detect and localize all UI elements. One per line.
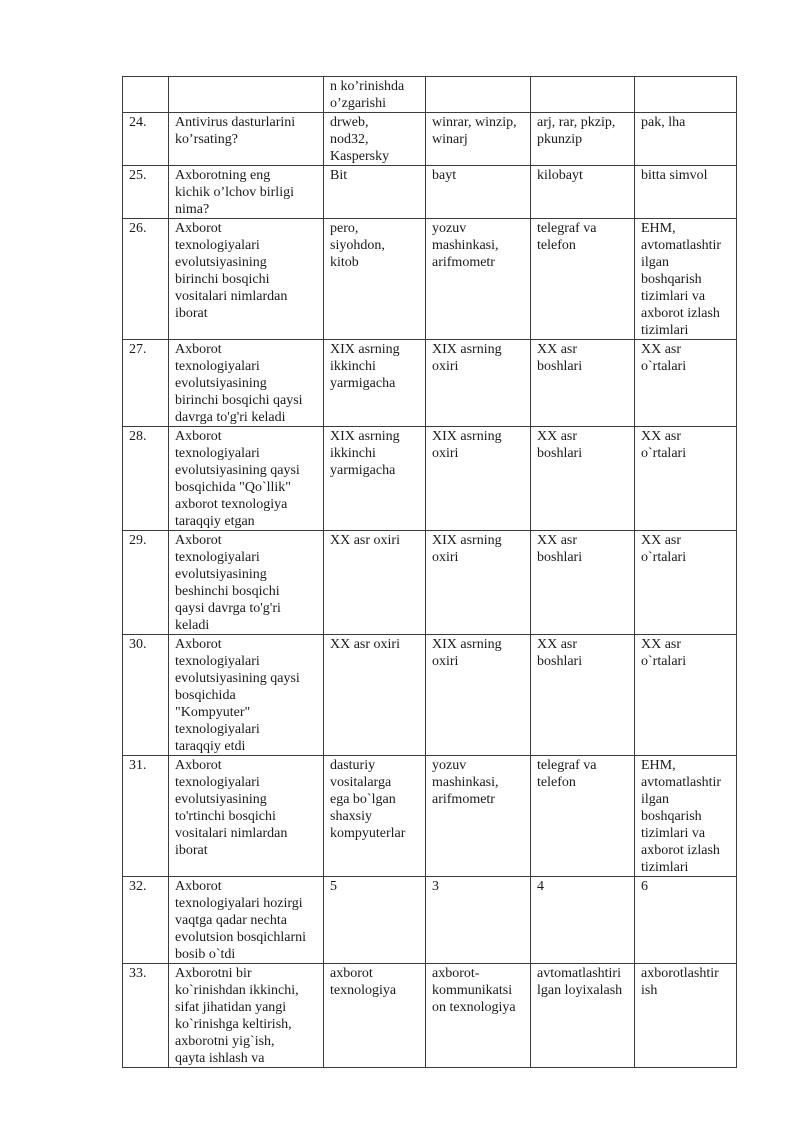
answer-a-cell: XX asr oxiri	[324, 531, 426, 635]
answer-d-cell: EHM, avtomatlashtir ilgan boshqarish tizimlari va axborot izlash tizimlari	[635, 219, 737, 340]
table-row	[123, 877, 737, 964]
answer-a-cell: n ko’rinishda o’zgarishi	[324, 77, 426, 113]
answer-d-cell	[635, 77, 737, 113]
answer-c-cell: XX asr boshlari	[531, 427, 635, 531]
answer-b-cell: yozuv mashinkasi, arifmometr	[426, 219, 531, 340]
answer-b-cell: XIX asrning oxiri	[426, 427, 531, 531]
question-number-cell: 27.	[123, 340, 169, 427]
question-number-cell	[123, 77, 169, 113]
test-questions-table	[122, 76, 737, 1068]
question-number-cell: 25.	[123, 166, 169, 219]
question-text-cell: Axborot texnologiyalari evolutsiyasining birinchi bosqichi vositalari nimlardan iborat	[169, 219, 324, 340]
question-number-cell: 28.	[123, 427, 169, 531]
question-text-cell: Axborotni bir ko`rinishdan ikkinchi, sifat jihatidan yangi ko`rinishga keltirish, axborotni yig`ish, qayta ishlash va	[169, 964, 324, 1068]
question-number-cell: 31.	[123, 756, 169, 877]
question-text-cell: Axborot texnologiyalari evolutsiyasining birinchi bosqichi qaysi davrga to'g'ri keladi	[169, 340, 324, 427]
answer-d-cell: bitta simvol	[635, 166, 737, 219]
answer-b-cell: yozuv mashinkasi, arifmometr	[426, 756, 531, 877]
table-row	[123, 219, 737, 340]
answer-d-cell: pak, lha	[635, 113, 737, 166]
answer-d-cell: axborotlashtir ish	[635, 964, 737, 1068]
question-number-cell: 30.	[123, 635, 169, 756]
answer-a-cell: dasturiy vositalarga ega bo`lgan shaxsiy kompyuterlar	[324, 756, 426, 877]
table-row	[123, 113, 737, 166]
question-text-cell: Axborot texnologiyalari evolutsiyasining to'rtinchi bosqichi vositalari nimlardan iborat	[169, 756, 324, 877]
answer-d-cell: EHM, avtomatlashtir ilgan boshqarish tizimlari va axborot izlash tizimlari	[635, 756, 737, 877]
answer-c-cell: telegraf va telefon	[531, 756, 635, 877]
answer-a-cell: XX asr oxiri	[324, 635, 426, 756]
answer-c-cell	[531, 77, 635, 113]
table-row	[123, 964, 737, 1068]
answer-a-cell: pero, siyohdon, kitob	[324, 219, 426, 340]
answer-a-cell: Bit	[324, 166, 426, 219]
answer-d-cell: 6	[635, 877, 737, 964]
answer-c-cell: telegraf va telefon	[531, 219, 635, 340]
question-text-cell: Axborot texnologiyalari evolutsiyasining qaysi bosqichida "Qo`llik" axborot texnologiya taraqqiy etgan	[169, 427, 324, 531]
question-number-cell: 33.	[123, 964, 169, 1068]
answer-d-cell: XX asr o`rtalari	[635, 531, 737, 635]
answer-b-cell: 3	[426, 877, 531, 964]
answer-c-cell: XX asr boshlari	[531, 531, 635, 635]
answer-c-cell: arj, rar, pkzip, pkunzip	[531, 113, 635, 166]
table-row	[123, 635, 737, 756]
question-text-cell: Axborot texnologiyalari evolutsiyasining beshinchi bosqichi qaysi davrga to'g'ri keladi	[169, 531, 324, 635]
answer-d-cell: XX asr o`rtalari	[635, 340, 737, 427]
answer-a-cell: axborot texnologiya	[324, 964, 426, 1068]
answer-b-cell: winrar, winzip, winarj	[426, 113, 531, 166]
answer-c-cell: 4	[531, 877, 635, 964]
answer-a-cell: XIX asrning ikkinchi yarmigacha	[324, 340, 426, 427]
answer-a-cell: drweb, nod32, Kaspersky	[324, 113, 426, 166]
answer-b-cell: XIX asrning oxiri	[426, 635, 531, 756]
table-row	[123, 77, 737, 113]
table-row	[123, 531, 737, 635]
answer-b-cell: axborot- kommunikatsi on texnologiya	[426, 964, 531, 1068]
question-number-cell: 29.	[123, 531, 169, 635]
answer-c-cell: kilobayt	[531, 166, 635, 219]
table-row	[123, 340, 737, 427]
answer-c-cell: XX asr boshlari	[531, 635, 635, 756]
answer-d-cell: XX asr o`rtalari	[635, 427, 737, 531]
question-text-cell: Antivirus dasturlarini ko’rsating?	[169, 113, 324, 166]
question-text-cell: Axborot texnologiyalari hozirgi vaqtga qadar nechta evolutsion bosqichlarni bosib o`tdi	[169, 877, 324, 964]
table-row	[123, 427, 737, 531]
question-text-cell: Axborot texnologiyalari evolutsiyasining qaysi bosqichida "Kompyuter" texnologiyalari taraqqiy etdi	[169, 635, 324, 756]
table-row	[123, 166, 737, 219]
answer-c-cell: XX asr boshlari	[531, 340, 635, 427]
answer-d-cell: XX asr o`rtalari	[635, 635, 737, 756]
question-number-cell: 32.	[123, 877, 169, 964]
question-text-cell: Axborotning eng kichik o’lchov birligi nima?	[169, 166, 324, 219]
answer-c-cell: avtomatlashtiri lgan loyixalash	[531, 964, 635, 1068]
answer-b-cell	[426, 77, 531, 113]
question-text-cell	[169, 77, 324, 113]
answer-b-cell: XIX asrning oxiri	[426, 340, 531, 427]
table-body	[123, 77, 737, 1068]
table-row	[123, 756, 737, 877]
answer-b-cell: bayt	[426, 166, 531, 219]
answer-a-cell: XIX asrning ikkinchi yarmigacha	[324, 427, 426, 531]
answer-a-cell: 5	[324, 877, 426, 964]
question-number-cell: 26.	[123, 219, 169, 340]
question-number-cell: 24.	[123, 113, 169, 166]
answer-b-cell: XIX asrning oxiri	[426, 531, 531, 635]
